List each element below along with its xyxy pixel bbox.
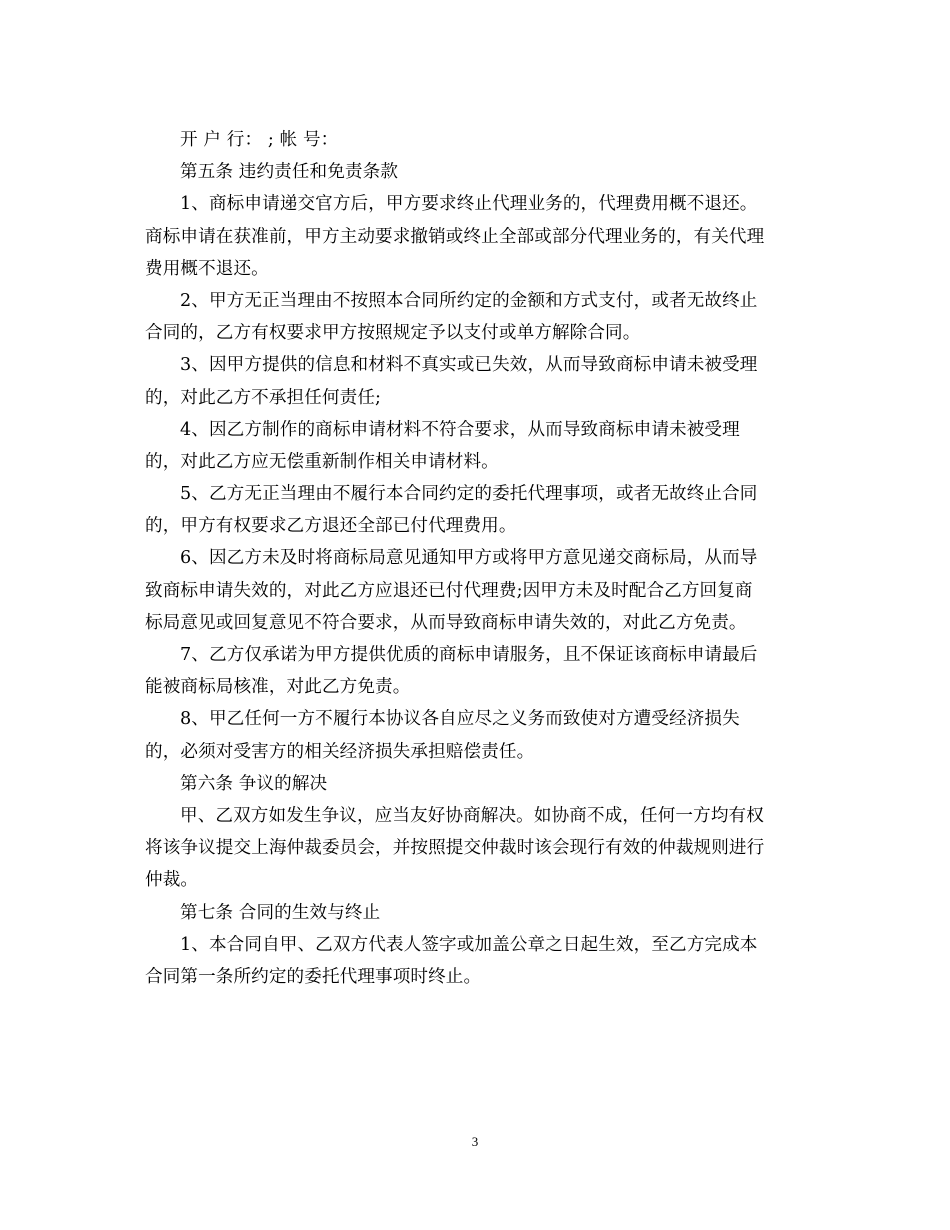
text-line: 2、甲方无正当理由不按照本合同所约定的金额和方式支付，或者无故终止 (180, 290, 758, 311)
text-line: 开 户 行： ; 帐 号： (180, 130, 339, 150)
document-body (145, 124, 805, 993)
text-line: 的，甲方有权要求乙方退还全部已付代理费用。 (145, 516, 517, 537)
text-line: 第五条 违约责任和免责条款 (180, 162, 399, 183)
text-line: 的，必须对受害方的相关经济损失承担赔偿责任。 (145, 741, 535, 762)
text-line: 3、因甲方提供的信息和材料不真实或已失效，从而导致商标申请未被受理 (180, 355, 758, 376)
text-line: 将该争议提交上海仲裁委员会，并按照提交仲裁时该会现行有效的仲裁规则进行 (145, 838, 765, 859)
text-line: 商标申请在获准前，甲方主动要求撤销或终止全部或部分代理业务的，有关代理 (145, 226, 765, 247)
text-line: 4、因乙方制作的商标申请材料不符合要求，从而导致商标申请未被受理 (180, 419, 740, 440)
text-line: 第七条 合同的生效与终止 (180, 902, 381, 923)
text-line: 的，对此乙方应无偿重新制作相关申请材料。 (145, 451, 499, 472)
text-line: 费用概不退还。 (145, 258, 269, 279)
text-line: 标局意见或回复意见不符合要求，从而导致商标申请失效的，对此乙方免责。 (145, 612, 747, 633)
text-line: 合同的，乙方有权要求甲方按照规定予以支付或单方解除合同。 (145, 323, 641, 344)
text-line: 5、乙方无正当理由不履行本合同约定的委托代理事项，或者无故终止合同 (180, 484, 758, 505)
page-number: 3 (471, 1134, 479, 1149)
text-line: 的，对此乙方不承担任何责任; (145, 387, 382, 408)
text-line: 能被商标局核准，对此乙方免责。 (145, 677, 411, 698)
text-line: 7、乙方仅承诺为甲方提供优质的商标申请服务，且不保证该商标申请最后 (180, 645, 758, 665)
text-line: 8、甲乙任何一方不履行本协议各自应尽之义务而致使对方遭受经济损失 (180, 709, 740, 730)
text-line: 1、商标申请递交官方后，甲方要求终止代理业务的，代理费用概不退还。 (180, 194, 758, 215)
text-line: 致商标申请失效的，对此乙方应退还已付代理费;因甲方未及时配合乙方回复商 (145, 580, 753, 601)
text-line: 甲、乙双方如发生争议，应当友好协商解决。如协商不成，任何一方均有权 (180, 805, 764, 826)
text-line: 1、本合同自甲、乙双方代表人签字或加盖公章之日起生效，至乙方完成本 (180, 934, 758, 955)
text-line: 合同第一条所约定的委托代理事项时终止。 (145, 966, 482, 987)
text-line: 6、因乙方未及时将商标局意见通知甲方或将甲方意见递交商标局，从而导 (180, 548, 758, 569)
text-line: 第六条 争议的解决 (180, 773, 328, 794)
text-line: 仲裁。 (145, 870, 199, 891)
